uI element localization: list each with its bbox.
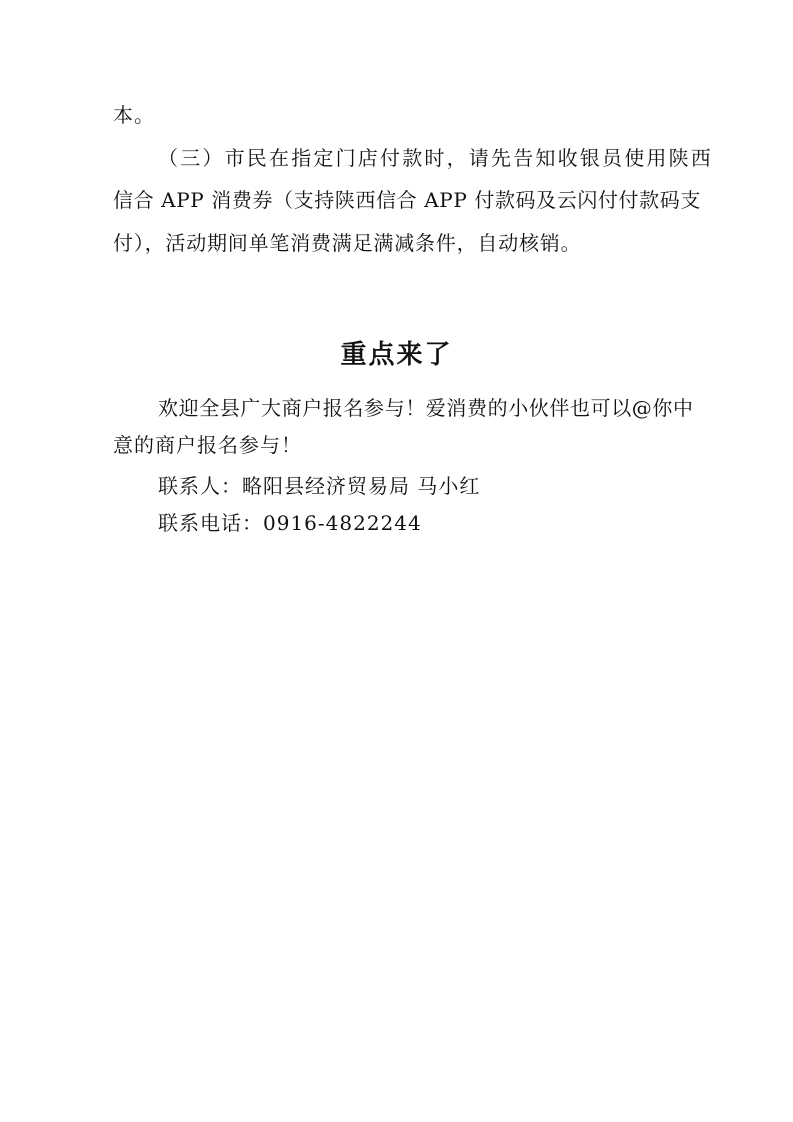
paragraph-line: （三）市民在指定门店付款时，请先告知收银员使用陕西 <box>158 146 713 170</box>
invite-line: 欢迎全县广大商户报名参与！爱消费的小伙伴也可以@你中 <box>158 396 694 420</box>
paragraph-line: 付），活动期间单笔消费满足满减条件，自动核销。 <box>113 231 582 255</box>
paragraph-line: 信合 APP 消费券（支持陕西信合 APP 付款码及云闪付付款码支 <box>113 188 701 212</box>
paragraph-line: 本。 <box>113 103 155 127</box>
section-heading: 重点来了 <box>340 340 453 370</box>
invite-line: 意的商户报名参与！ <box>113 433 302 457</box>
contact-person: 联系人：略阳县经济贸易局 马小红 <box>158 474 481 498</box>
contact-phone: 联系电话：0916-4822244 <box>158 511 422 535</box>
